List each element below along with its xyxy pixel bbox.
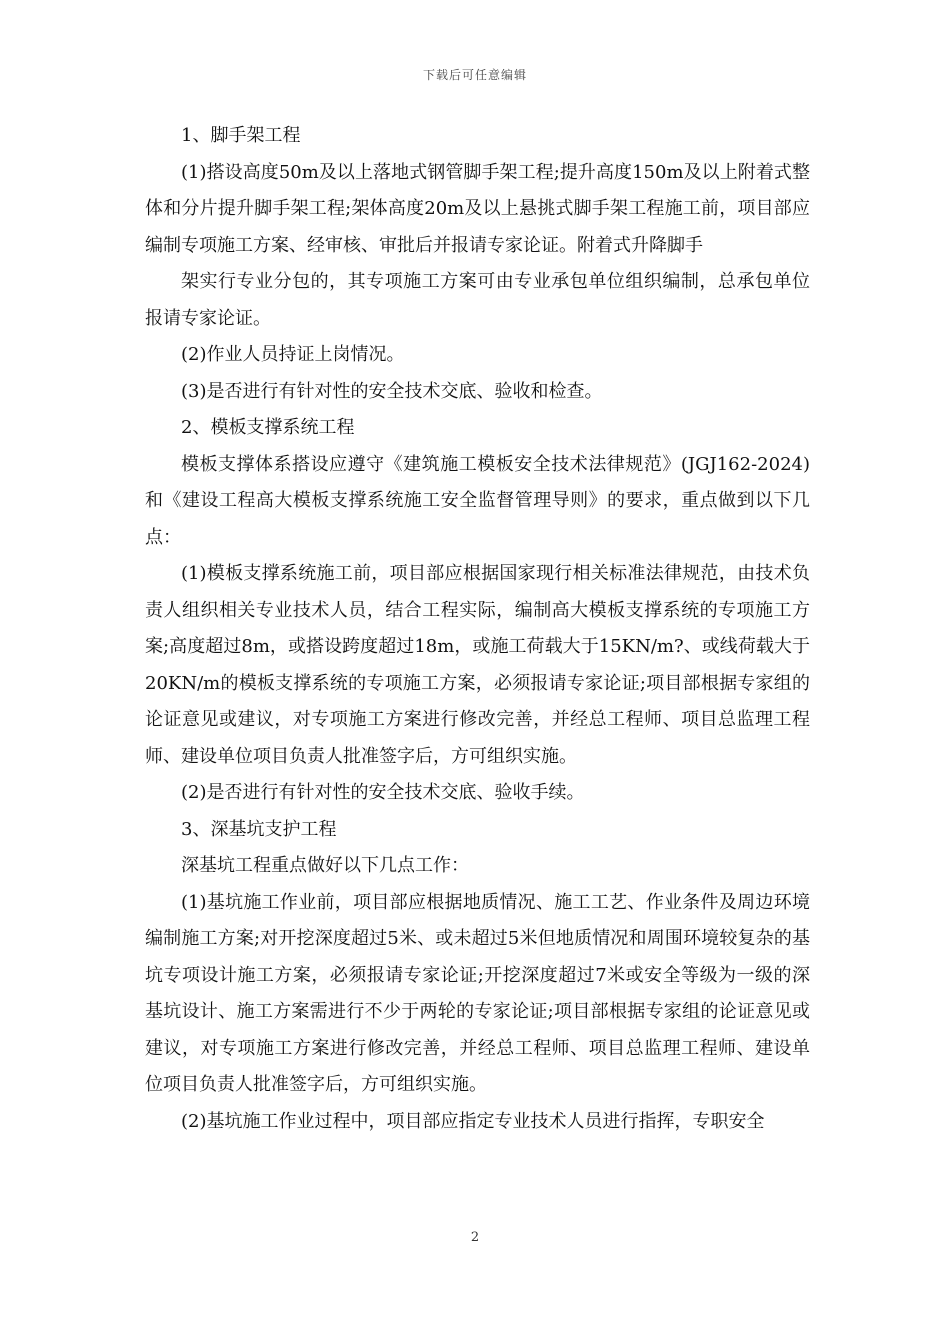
paragraph: (1)模板支撑系统施工前，项目部应根据国家现行相关标准法律规范，由技术负责人组织相关专业技术人员，结合工程实际，编制高大模板支撑系统的专项施工方案;高度超过8m，或搭设跨度超过18m，或施工荷载大于15KN/m?、或线荷载大于20KN/m的模板支撑系统的专项施工方案，必须报请专家论证;项目部根据专家组的论证意见或建议，对专项施工方案进行修改完善，并经总工程师、项目总监理工程师、建设单位项目负责人批准签字后，方可组织实施。	[145, 563, 810, 767]
paragraph: 架实行专业分包的，其专项施工方案可由专业承包单位组织编制，总承包单位报请专家论证。	[145, 271, 810, 329]
paragraph: (2)是否进行有针对性的安全技术交底、验收手续。	[181, 782, 585, 803]
paragraph: (1)搭设高度50m及以上落地式钢管脚手架工程;提升高度150m及以上附着式整体和分片提升脚手架工程;架体高度20m及以上悬挑式脚手架工程施工前，项目部应编制专项施工方案、经审核、审批后并报请专家论证。附着式升降脚手	[145, 161, 810, 256]
paragraph: (3)是否进行有针对性的安全技术交底、验收和检查。	[181, 380, 603, 402]
page-number: 2	[470, 1230, 480, 1245]
section-heading-foundation-pit: 3、深基坑支护工程	[181, 818, 337, 840]
document-body	[145, 118, 810, 1140]
section-heading-formwork: 2、模板支撑系统工程	[181, 417, 355, 438]
paragraph: (1)基坑施工作业前，项目部应根据地质情况、施工工艺、作业条件及周边环境编制施工方案;对开挖深度超过5米、或未超过5米但地质情况和周围环境较复杂的基坑专项设计施工方案，必须报请专家论证;开挖深度超过7米或安全等级为一级的深基坑设计、施工方案需进行不少于两轮的专家论证;项目部根据专家组的论证意见或建议，对专项施工方案进行修改完善，并经总工程师、项目总监理工程师、建设单位项目负责人批准签字后，方可组织实施。	[145, 891, 810, 1095]
paragraph: (2)基坑施工作业过程中，项目部应指定专业技术人员进行指挥，专职安全	[181, 1110, 765, 1132]
paragraph: 模板支撑体系搭设应遵守《建筑施工模板安全技术法律规范》(JGJ162-2024)和《建设工程高大模板支撑系统施工安全监督管理导则》的要求，重点做到以下几点：	[145, 453, 810, 548]
page-header: 下载后可任意编辑	[422, 68, 527, 82]
section-heading-scaffolding: 1、脚手架工程	[181, 125, 301, 146]
paragraph: 深基坑工程重点做好以下几点工作：	[181, 855, 469, 876]
paragraph: (2)作业人员持证上岗情况。	[181, 344, 405, 365]
